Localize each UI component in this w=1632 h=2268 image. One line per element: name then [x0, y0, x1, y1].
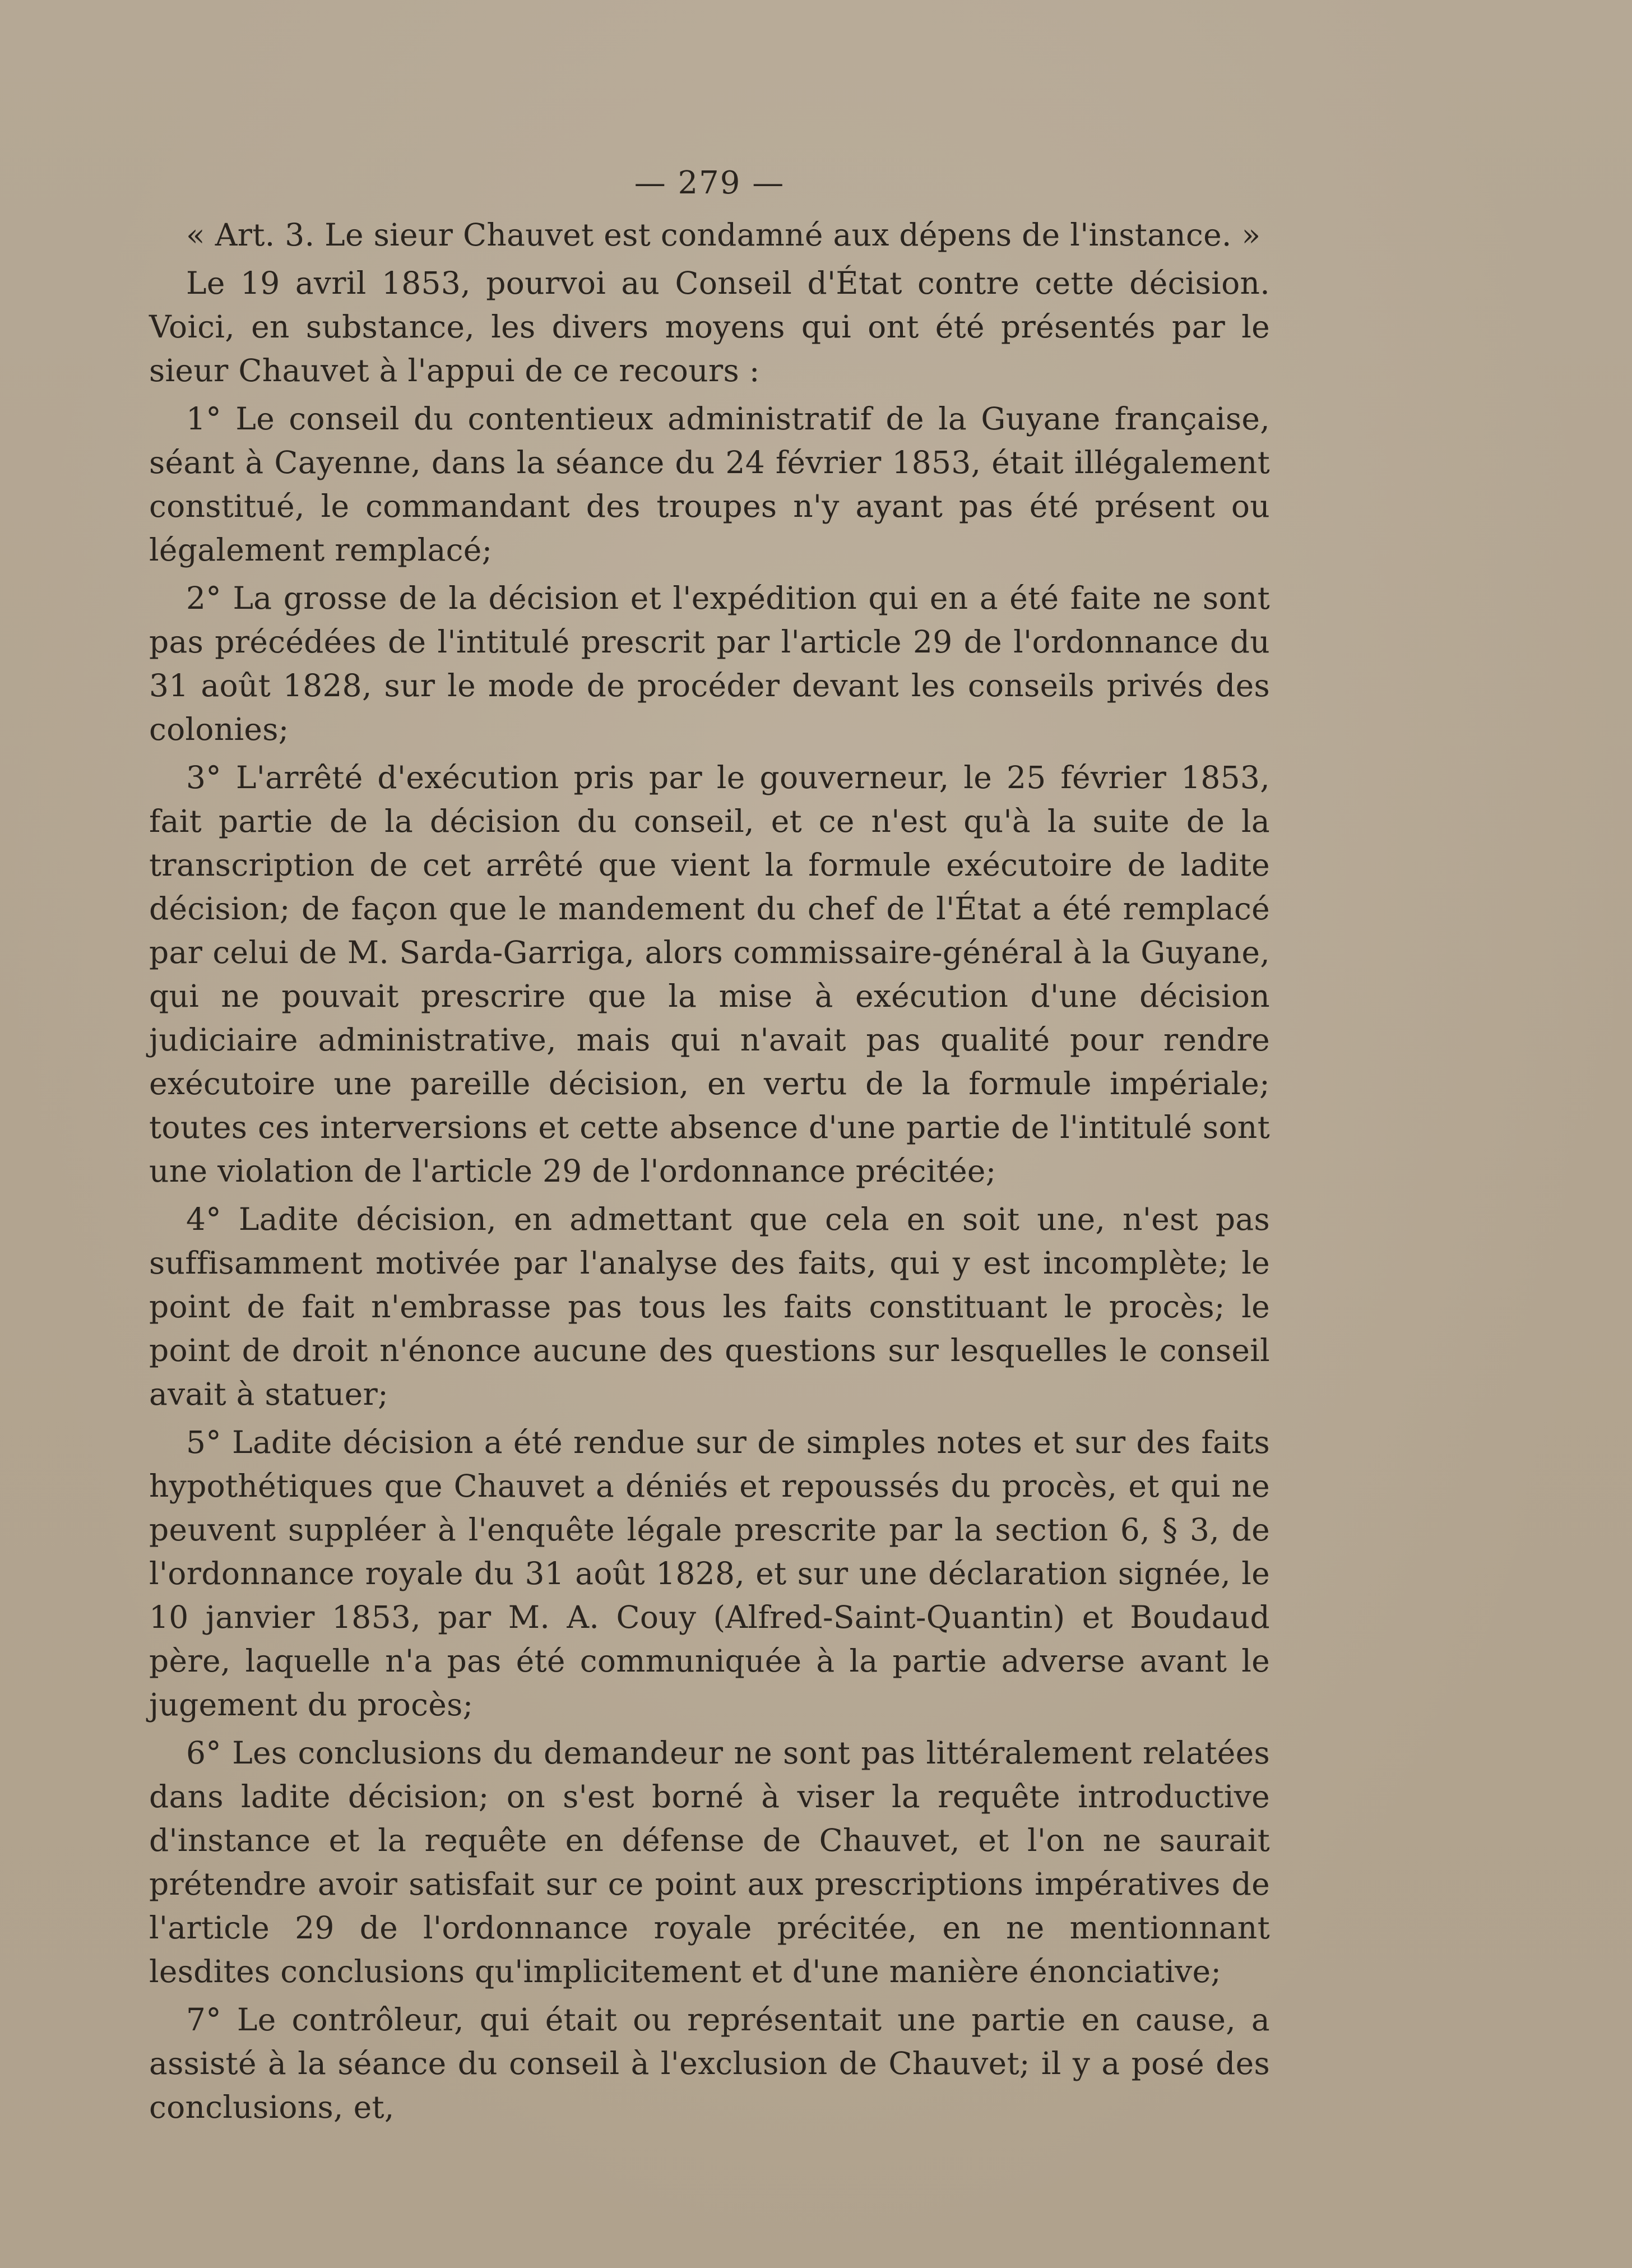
page-body	[149, 161, 1270, 2129]
paragraph-article-3: « Art. 3. Le sieur Chauvet est condamné aux dépens de l'instance. »	[186, 217, 1261, 253]
paragraph-moyen-7: 7° Le contrôleur, qui était ou représentait une partie en cause, a assisté à la séance du conseil à l'exclusion de Chauvet; il y a posé des conclusions, et,	[149, 2002, 1270, 2125]
paragraph-moyen-4: 4° Ladite décision, en admettant que cela en soit une, n'est pas suffisamment motivée par l'analyse des faits, qui y est incomplète; le point de fait n'embrasse pas tous les faits constituant le procès; le point de droit n'énonce aucune des questions sur lesquelles le conseil avait à statuer;	[149, 1201, 1270, 1412]
page-number: — 279 —	[634, 165, 785, 201]
paragraph-moyen-5: 5° Ladite décision a été rendue sur de simples notes et sur des faits hypothétiques que Chauvet a déniés et repoussés du procès, et qui ne peuvent suppléer à l'enquête légale prescrite par la section 6, § 3, de l'ordonnance royale du 31 août 1828, et sur une déclaration signée, le 10 janvier 1853, par M. A. Couy (Alfred-Saint-Quantin) et Boudaud père, laquelle n'a pas été communiquée à la partie adverse avant le jugement du procès;	[149, 1424, 1270, 1723]
paragraph-moyen-3: 3° L'arrêté d'exécution pris par le gouverneur, le 25 février 1853, fait partie de la décision du conseil, et ce n'est qu'à la suite de la transcription de cet arrêté que vient la formule exécutoire de ladite décision; de façon que le mandement du chef de l'État a été remplacé par celui de M. Sarda-Garriga, alors commissaire-général à la Guyane, qui ne pouvait prescrire que la mise à exécution d'une décision judiciaire administrative, mais qui n'avait pas qualité pour rendre exécutoire une pareille décision, en vertu de la formule impériale; toutes ces interversions et cette absence d'une partie de l'intitulé sont une violation de l'article 29 de l'ordonnance précitée;	[149, 760, 1270, 1189]
paragraph-moyen-1: 1° Le conseil du contentieux administratif de la Guyane française, séant à Cayenne, dans la séance du 24 février 1853, était illégalement constitué, le commandant des troupes n'y ayant pas été présent ou légalement remplacé;	[149, 401, 1270, 568]
paragraph-pourvoi: Le 19 avril 1853, pourvoi au Conseil d'État contre cette décision. Voici, en substance, les divers moyens qui ont été présentés par le sieur Chauvet à l'appui de ce recours :	[149, 265, 1270, 388]
paragraph-moyen-2: 2° La grosse de la décision et l'expédition qui en a été faite ne sont pas précédées de l'intitulé prescrit par l'article 29 de l'ordonnance du 31 août 1828, sur le mode de procéder devant les conseils privés des colonies;	[149, 580, 1270, 747]
paragraph-moyen-6: 6° Les conclusions du demandeur ne sont pas littéralement relatées dans ladite décision; on s'est borné à viser la requête introductive d'instance et la requête en défense de Chauvet, et l'on ne saurait prétendre avoir satisfait sur ce point aux prescriptions impératives de l'article 29 de l'ordonnance royale précitée, en ne mentionnant lesdites conclusions qu'implicitement et d'une manière énonciative;	[149, 1735, 1270, 1989]
